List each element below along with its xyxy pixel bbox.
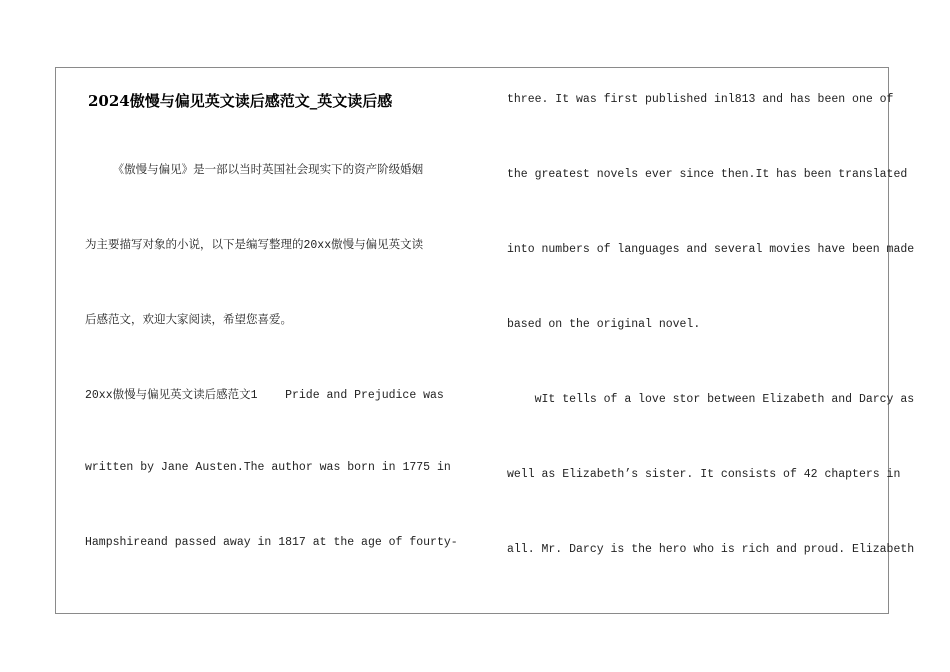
body-line: 《傲慢与偏见》是一部以当时英国社会现实下的资产阶级婚姻 (85, 164, 424, 177)
body-line: Hampshireand passed away in 1817 at the age of fourty- (85, 536, 458, 549)
body-line: 20xx傲慢与偏见英文读后感范文1 Pride and Prejudice was (85, 389, 444, 402)
body-line: written by Jane Austen.The author was born in 1775 in (85, 461, 451, 474)
body-line: well as Elizabeth’s sister. It consists of 42 chapters in (507, 468, 901, 481)
body-line: 为主要描写对象的小说，以下是编写整理的20xx傲慢与偏见英文读 (85, 239, 424, 252)
body-line: all. Mr. Darcy is the hero who is rich and proud. Elizabeth (507, 543, 915, 556)
body-line: 后感范文，欢迎大家阅读，希望您喜爱。 (85, 314, 292, 327)
page-frame (55, 67, 889, 614)
body-line: based on the original novel. (507, 318, 701, 331)
body-line: into numbers of languages and several movies have been made (507, 243, 915, 256)
body-line: the greatest novels ever since then.It has been translated (507, 168, 908, 181)
document-title: 2024傲慢与偏见英文读后感范文_英文读后感 (88, 92, 393, 110)
body-line: wIt tells of a love stor between Elizabeth and Darcy as (507, 393, 915, 406)
body-line: three. It was first published inl813 and has been one of (507, 93, 894, 106)
